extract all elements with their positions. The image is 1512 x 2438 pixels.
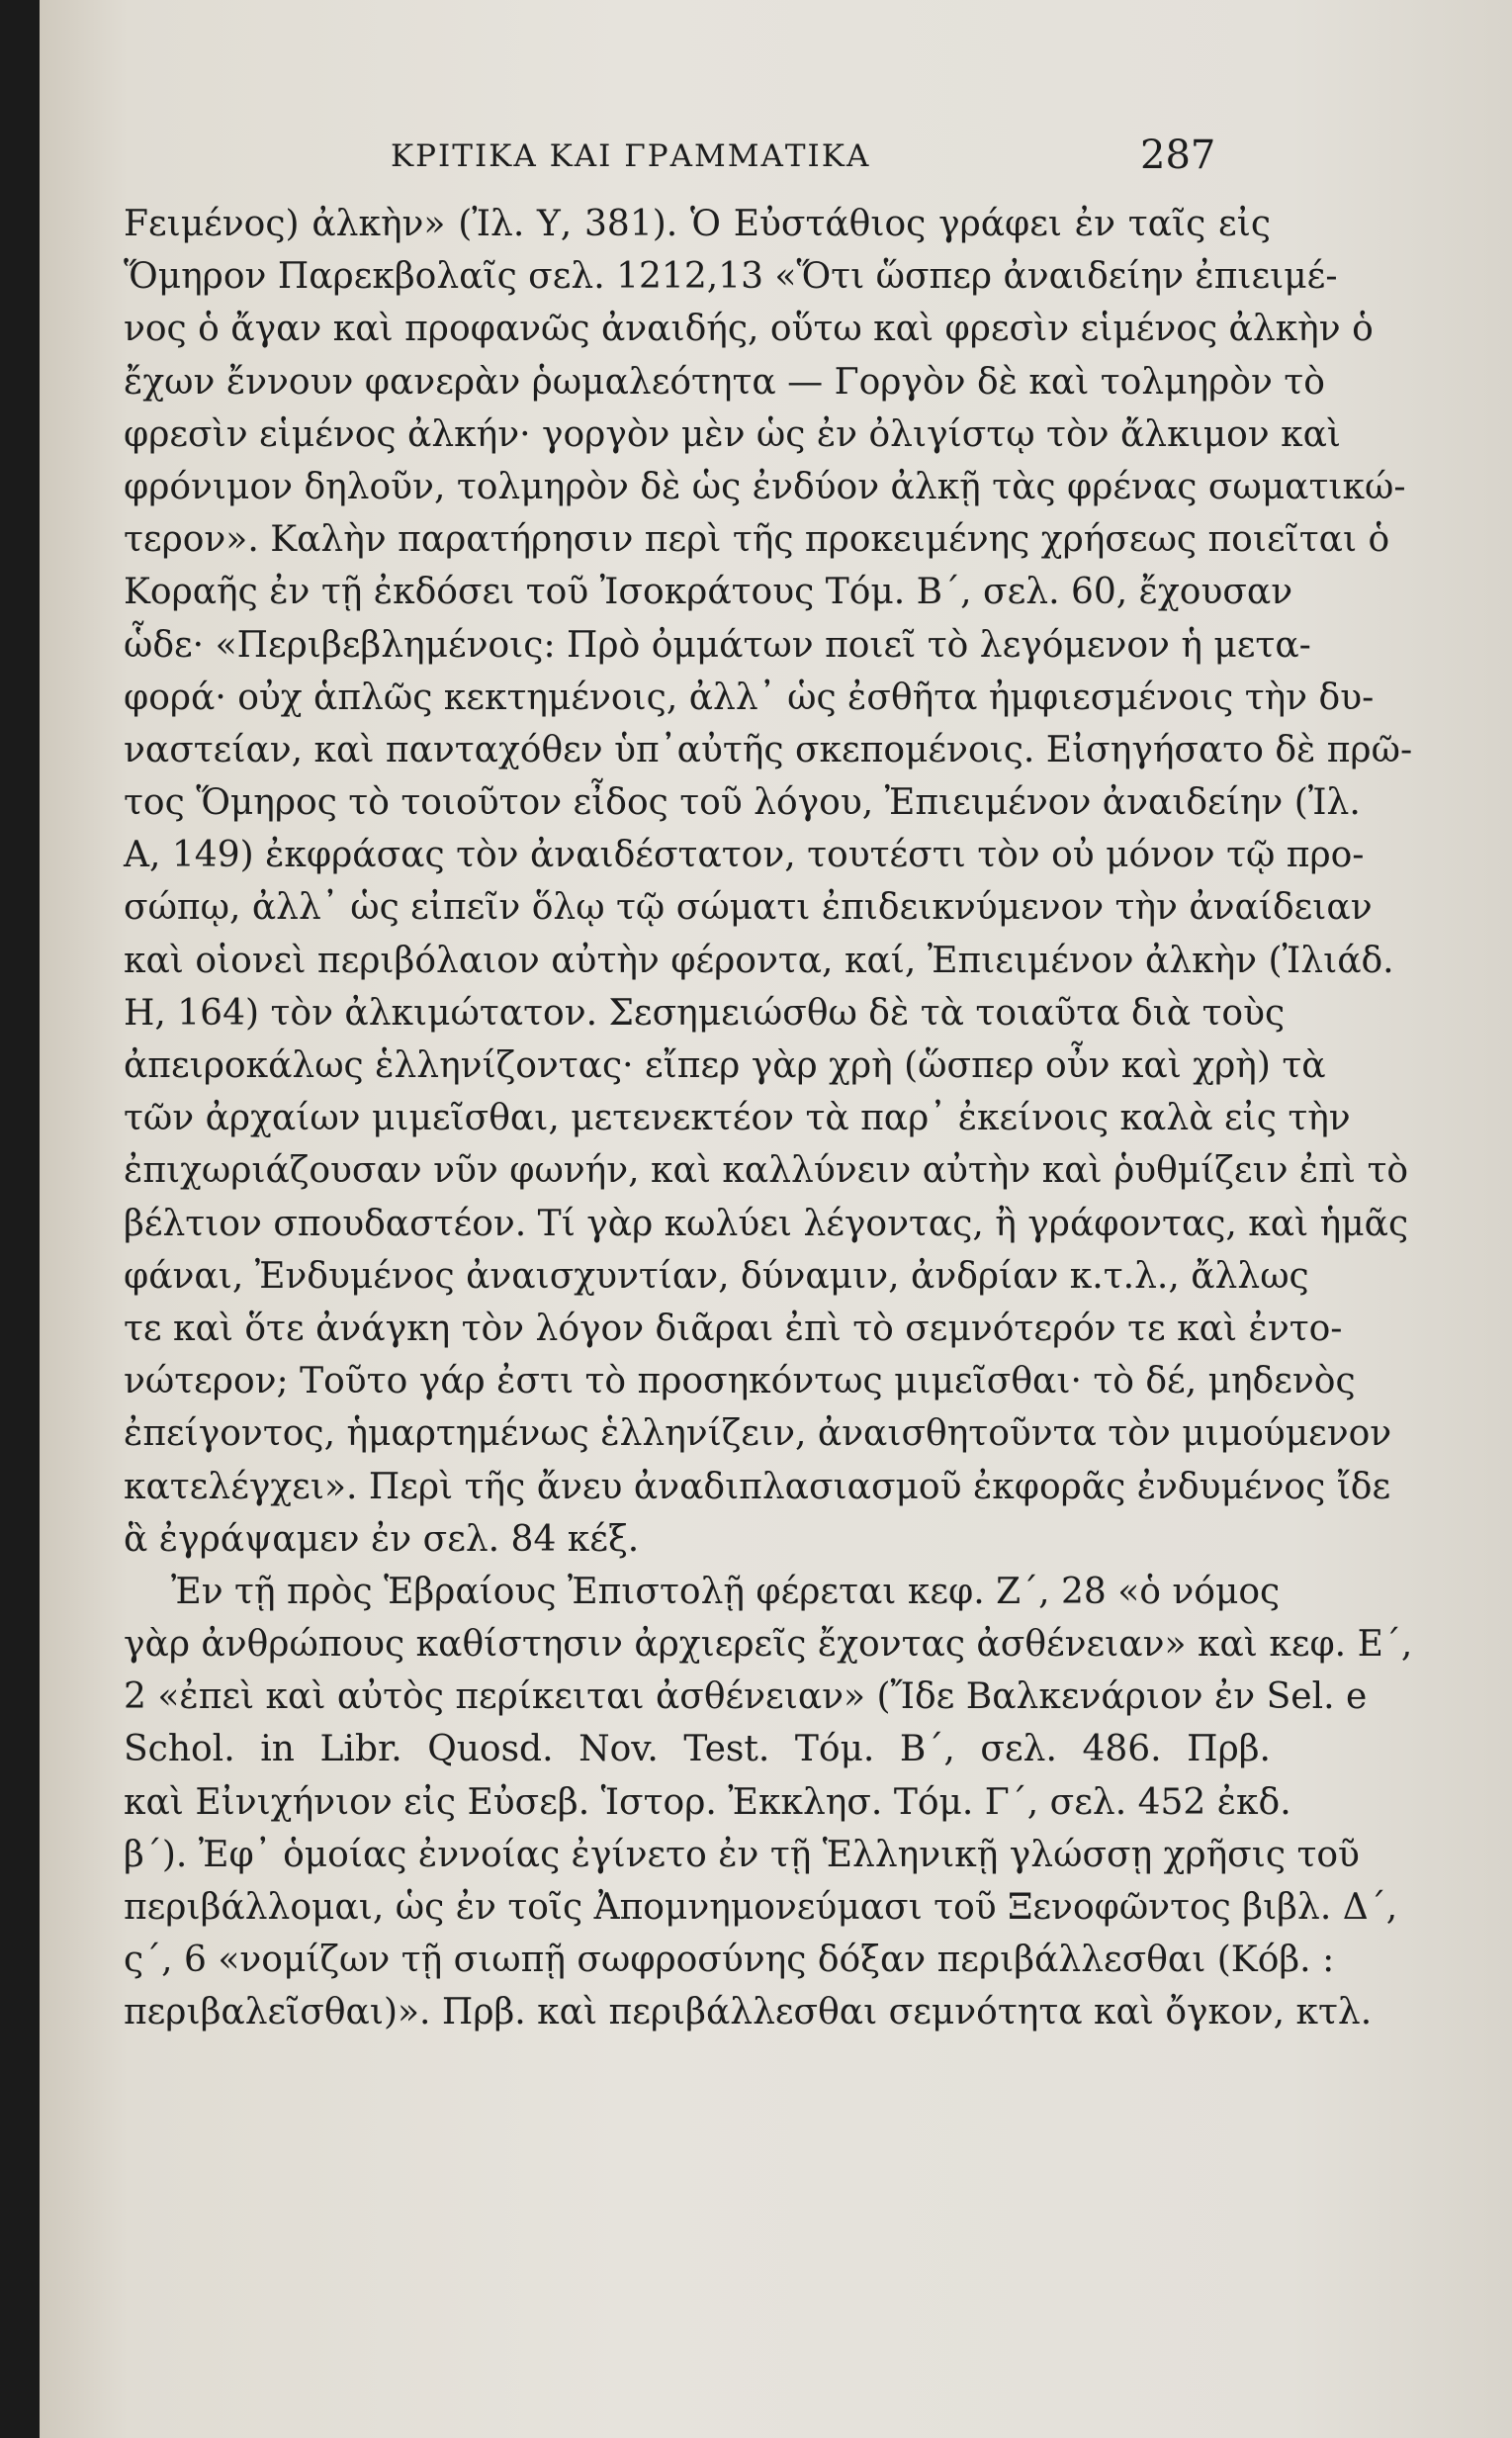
text-line: 2 «ἐπεὶ καὶ αὐτὸς περίκειται ἀσθένειαν» (Ἴδε Βαλκενάριον ἐν Sel. e xyxy=(124,1676,1368,1718)
text-line: φρόνιμον δηλοῦν, τολμηρὸν δὲ ὡς ἐνδύον ἀλκῇ τὰς φρένας σωματικώ- xyxy=(124,466,1406,507)
text-line: ὧδε· «Περιβεβλημένοις: Πρὸ ὀμμάτων ποιεῖ τὸ λεγόμενον ἡ μετα- xyxy=(124,624,1311,666)
text-line: καὶ οἱονεὶ περιβόλαιον αὐτὴν φέροντα, καί, Ἐπιειμένον ἀλκὴν (Ἰλιάδ. xyxy=(124,940,1394,981)
page-header xyxy=(40,133,1512,198)
text-line: Ἐν τῇ πρὸς Ἑβραίους Ἐπιστολῇ φέρεται κεφ. Ζ΄, 28 «ὁ νόμος xyxy=(171,1571,1281,1612)
text-line: ναστείαν, καὶ πανταχόθεν ὑπ᾽αὐτῆς σκεπομένοις. Εἰσηγήσατο δὲ πρῶ- xyxy=(124,729,1413,770)
text-line: φορά· οὐχ ἁπλῶς κεκτημένοις, ἀλλ᾽ ὡς ἐσθῆτα ἠμφιεσμένοις τὴν δυ- xyxy=(124,677,1375,718)
text-line: περιβαλεῖσθαι)». Πρβ. καὶ περιβάλλεσθαι σεμνότητα καὶ ὄγκον, κτλ. xyxy=(124,1992,1373,2033)
text-line: τῶν ἀρχαίων μιμεῖσθαι, μετενεκτέον τὰ παρ᾽ ἐκείνοις καλὰ εἰς τὴν xyxy=(124,1098,1351,1139)
text-line: β΄). Ἐφ᾽ ὁμοίας ἐννοίας ἐγίνετο ἐν τῇ Ἑλληνικῇ γλώσσῃ χρῆσις τοῦ xyxy=(124,1834,1360,1875)
text-line: γὰρ ἀνθρώπους καθίστησιν ἀρχιερεῖς ἔχοντας ἀσθένειαν» καὶ κεφ. Ε΄, xyxy=(124,1624,1413,1666)
text-line: σώπῳ, ἀλλ᾽ ὡς εἰπεῖν ὅλῳ τῷ σώματι ἐπιδεικνύμενον τὴν ἀναίδειαν xyxy=(124,887,1373,929)
text-line: περιβάλλομαι, ὡς ἐν τοῖς Ἀπομνημονεύμασι τοῦ Ξενοφῶντος βιβλ. Δ΄, xyxy=(124,1887,1398,1928)
text-line: ἐπείγοντος, ἡμαρτημένως ἑλληνίζειν, ἀναισθητοῦντα τὸν μιμούμενον xyxy=(124,1413,1392,1455)
text-line: ἐπιχωριάζουσαν νῦν φωνήν, καὶ καλλύνειν αὐτὴν καὶ ῥυθμίζειν ἐπὶ τὸ xyxy=(124,1150,1409,1192)
text-line: Ὅμηρον Παρεκβολαῖς σελ. 1212,13 «Ὅτι ὥσπερ ἀναιδείην ἐπιειμέ- xyxy=(124,256,1338,298)
text-line: Κοραῆς ἐν τῇ ἐκδόσει τοῦ Ἰσοκράτους Τόμ. Β΄, σελ. 60, ἔχουσαν xyxy=(124,572,1293,613)
text-line: τε καὶ ὅτε ἀνάγκη τὸν λόγον διᾶραι ἐπὶ τὸ σεμνότερόν τε καὶ ἐντο- xyxy=(124,1308,1343,1349)
text-line: φρεσὶν εἱμένος ἀλκήν· γοργὸν μὲν ὡς ἐν ὀλιγίστῳ τὸν ἄλκιμον καὶ xyxy=(124,413,1342,455)
text-line: Α, 149) ἐκφράσας τὸν ἀναιδέστατον, τουτέστι τὸν οὐ μόνον τῷ προ- xyxy=(124,835,1365,876)
body-text xyxy=(124,198,1413,2039)
page-number: 287 xyxy=(1140,133,1216,178)
text-line: τερον». Καλὴν παρατήρησιν περὶ τῆς προκειμένης χρήσεως ποιεῖται ὁ xyxy=(124,519,1390,561)
text-line: ἀπειροκάλως ἑλληνίζοντας· εἴπερ γὰρ χρὴ (ὥσπερ οὖν καὶ χρὴ) τὰ xyxy=(124,1045,1326,1086)
text-line: ἔχων ἔννουν φανερὰν ῥωμαλεότητα — Γοργὸν δὲ καὶ τολμηρὸν τὸ xyxy=(124,361,1325,403)
text-line: νος ὁ ἄγαν καὶ προφανῶς ἀναιδής, οὕτω καὶ φρεσὶν εἱμένος ἀλκὴν ὁ xyxy=(124,309,1374,350)
text-line: βέλτιον σπουδαστέον. Τί γὰρ κωλύει λέγοντας, ἢ γράφοντας, καὶ ἡμᾶς xyxy=(124,1203,1409,1244)
text-line: ς΄, 6 «νομίζων τῇ σιωπῇ σωφροσύνης δόξαν περιβάλλεσθαι (Κόβ. : xyxy=(124,1940,1335,1981)
text-line: καὶ Εἰνιχήνιον εἰς Εὐσεβ. Ἱστορ. Ἐκκλησ. Τόμ. Γ΄, σελ. 452 ἐκδ. xyxy=(124,1781,1291,1823)
text-line: Schol. in Libr. Quosd. Nov. Test. Τόμ. Β΄, σελ. 486. Πρβ. xyxy=(124,1729,1271,1770)
text-line: ἃ ἐγράψαμεν ἐν σελ. 84 κέξ. xyxy=(124,1518,640,1560)
text-line: Fειμένος) ἀλκὴν» (Ἰλ. Υ, 381). Ὁ Εὐστάθιος γράφει ἐν ταῖς εἰς xyxy=(124,204,1271,244)
text-line: νώτερον; Τοῦτο γάρ ἐστι τὸ προσηκόντως μιμεῖσθαι· τὸ δέ, μηδενὸς xyxy=(124,1361,1356,1402)
text-line: τος Ὅμηρος τὸ τοιοῦτον εἶδος τοῦ λόγου, Ἐπιειμένον ἀναιδείην (Ἰλ. xyxy=(124,782,1361,824)
text-line: Η, 164) τὸν ἀλκιμώτατον. Σεσημειώσθω δὲ τὰ τοιαῦτα διὰ τοὺς xyxy=(124,992,1286,1034)
book-page xyxy=(40,0,1512,2438)
text-line: κατελέγχει». Περὶ τῆς ἄνευ ἀναδιπλασιασμοῦ ἐκφορᾶς ἐνδυμένος ἴδε xyxy=(124,1466,1391,1507)
text-line: φάναι, Ἐνδυμένος ἀναισχυντίαν, δύναμιν, ἀνδρίαν κ.τ.λ., ἄλλως xyxy=(124,1255,1309,1297)
running-head: ΚΡΙΤΙΚΑ ΚΑΙ ΓΡΑΜΜΑΤΙΚΑ xyxy=(391,138,871,174)
